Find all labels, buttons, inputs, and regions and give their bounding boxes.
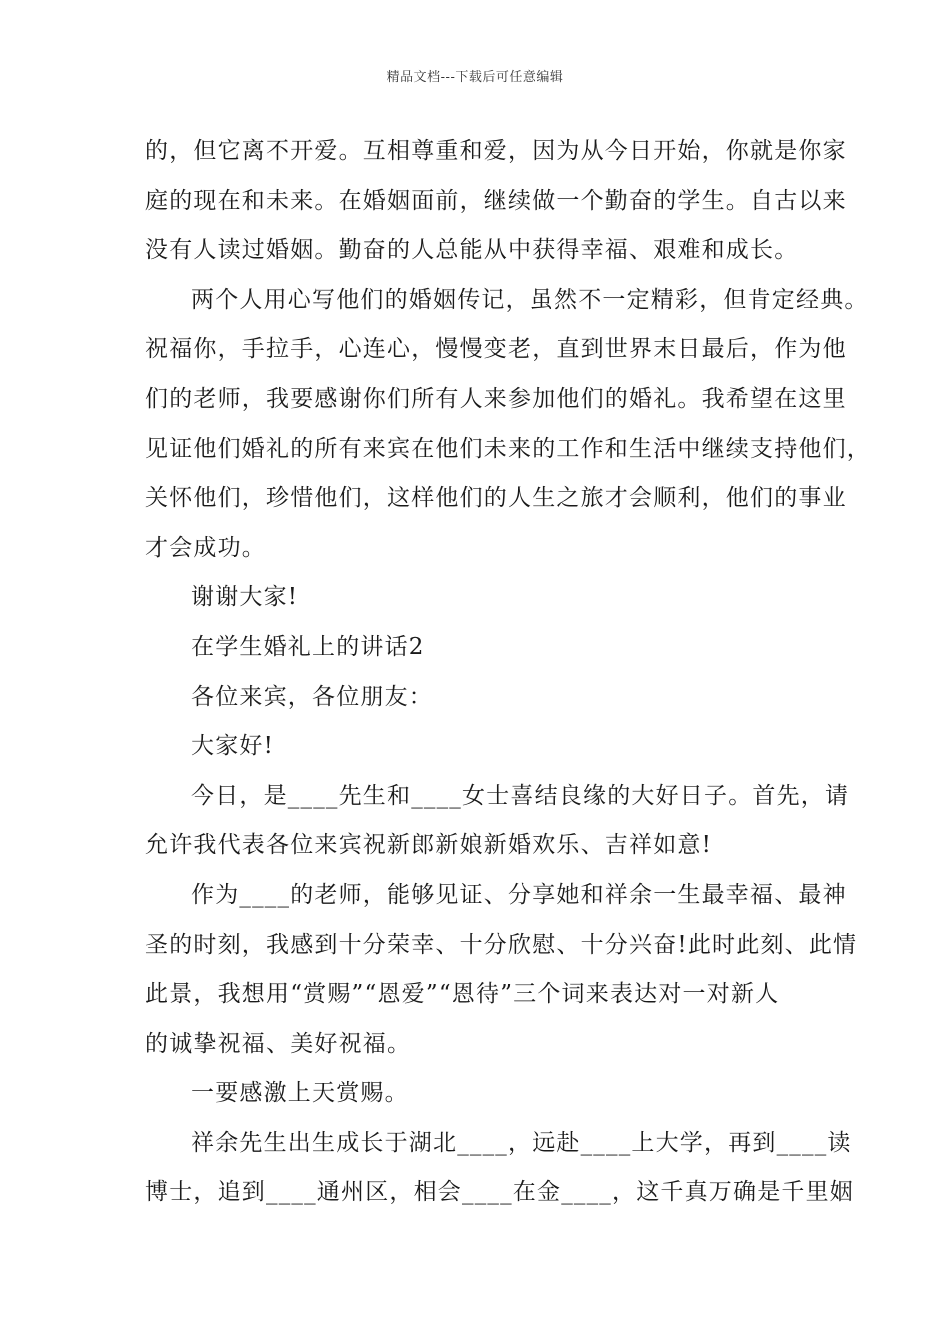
text-line: 此景，我想用“赏赐”“恩爱”“恩待”三个词来表达对一对新人 [145, 981, 780, 1008]
greeting: 大家好! [191, 733, 275, 760]
text-line: 的，但它离不开爱。互相尊重和爱，因为从今日开始，你就是你家 [145, 138, 847, 164]
text-line: 圣的时刻，我感到十分荣幸、十分欣慰、十分兴奋!此时此刻、此情 [145, 931, 858, 958]
text-line: 谢谢大家! [191, 584, 299, 611]
text-line: 们的老师，我要感谢你们所有人来参加他们的婚礼。我希望在这里 [145, 385, 847, 412]
text-line: 没有人读过婚姻。勤奋的人总能从中获得幸福、艰难和成长。 [145, 237, 799, 264]
text-line: 祥余先生出生成长于湖北____，远赴____上大学，再到____读 [191, 1129, 852, 1156]
text-line: 的诚挚祝福、美好祝福。 [145, 1030, 412, 1057]
text-line: 关怀他们，珍惜他们，这样他们的人生之旅才会顺利，他们的事业 [145, 485, 847, 512]
section-title: 在学生婚礼上的讲话2 [191, 633, 425, 660]
text-line: 允许我代表各位来宾祝新郎新娘新婚欢乐、吉祥如意! [145, 832, 713, 859]
text-line: 今日，是____先生和____女士喜结良缘的大好日子。首先，请 [191, 782, 850, 809]
text-line: 作为____的老师，能够见证、分享她和祥余一生最幸福、最神 [191, 881, 847, 908]
text-line: 一要感激上天赏赐。 [191, 1080, 409, 1107]
page-header: 精品文档---下载后可任意编辑 [386, 70, 564, 85]
salutation: 各位来宾，各位朋友： [191, 683, 433, 710]
text-line: 才会成功。 [145, 534, 266, 561]
text-line: 见证他们婚礼的所有来宾在他们未来的工作和生活中继续支持他们， [145, 435, 871, 462]
text-line: 两个人用心写他们的婚姻传记，虽然不一定精彩，但肯定经典。 [191, 286, 869, 313]
document-body [145, 127, 871, 1218]
text-line: 博士，追到____通州区，相会____在金____，这千真万确是千里姻 [145, 1179, 854, 1206]
text-line: 庭的现在和未来。在婚姻面前，继续做一个勤奋的学生。自古以来 [145, 187, 847, 214]
text-line: 祝福你，手拉手，心连心，慢慢变老，直到世界末日最后，作为他 [145, 336, 847, 363]
